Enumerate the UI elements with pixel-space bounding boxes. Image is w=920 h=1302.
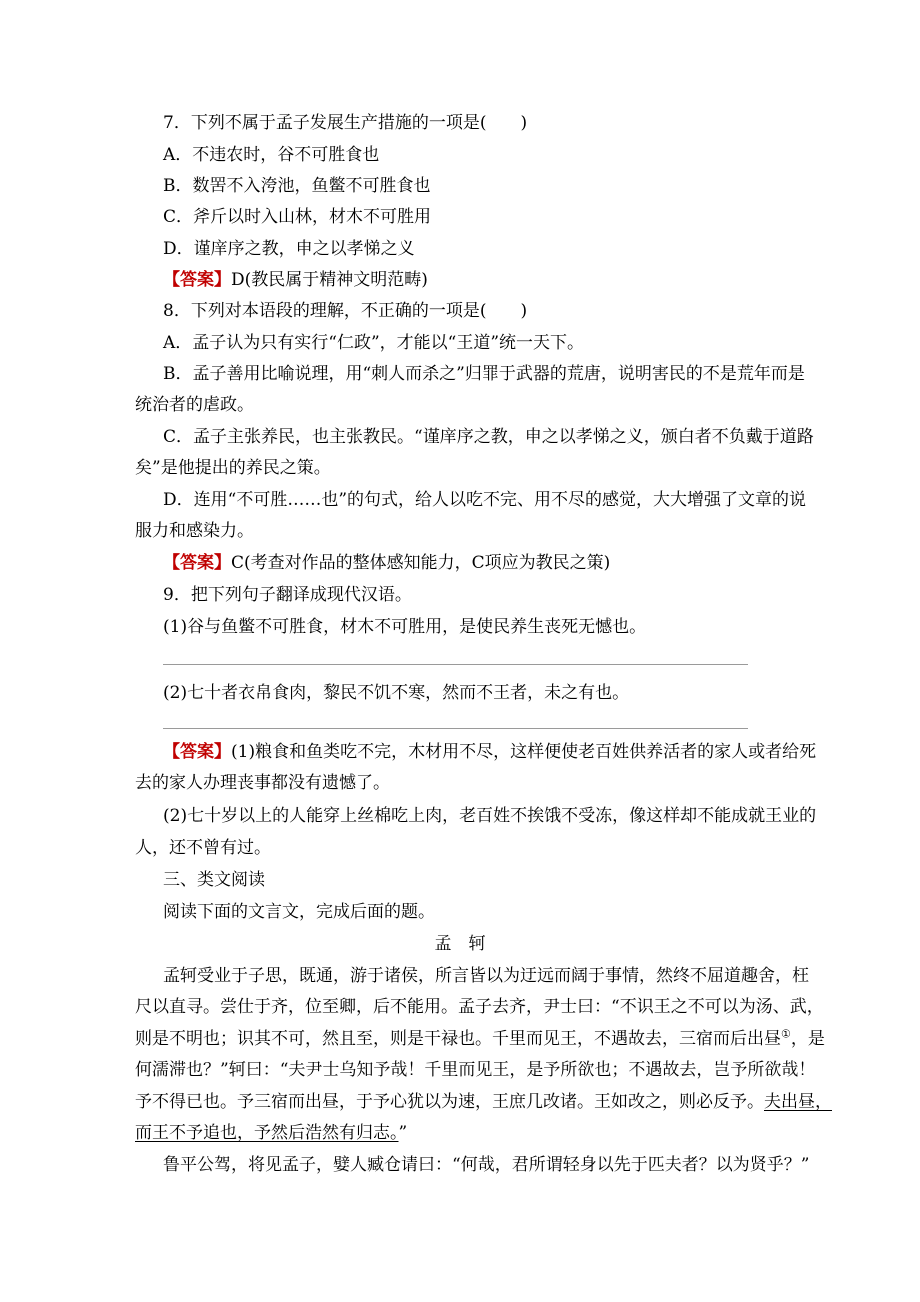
q8-option-d-line2: 服力和感染力。 <box>135 521 254 541</box>
underlined-sentence: 而王不予追也，予然后浩然有归志。 <box>135 1123 399 1143</box>
q8-stem: 8．下列对本语段的理解，不正确的一项是( ) <box>163 301 528 321</box>
answer-tag: 【答案】 <box>163 270 231 290</box>
q8-option-c-line1: C．孟子主张养民，也主张教民。“谨庠序之教，申之以孝悌之义，颁白者不负戴于道路 <box>163 427 814 447</box>
answer-blank-line <box>163 664 748 665</box>
passage-line-4: 何濡滞也？”轲曰：“夫尹士乌知予哉！千里而见王，是予所欲也；不遇故去，岂予所欲哉！ <box>135 1060 816 1080</box>
q7-stem: 7．下列不属于孟子发展生产措施的一项是( ) <box>163 113 528 133</box>
answer-tag: 【答案】 <box>163 553 231 573</box>
passage-title: 孟 轲 <box>434 934 486 954</box>
q9-sentence-1: (1)谷与鱼鳖不可胜食，材木不可胜用，是使民养生丧死无憾也。 <box>163 617 647 637</box>
section-instruction: 阅读下面的文言文，完成后面的题。 <box>163 902 435 922</box>
q9-answer-line3: (2)七十岁以上的人能穿上丝棉吃上肉，老百姓不挨饿不受冻，像这样却不能成就王业的 <box>163 806 817 826</box>
answer-text: C(考查对作品的整体感知能力，C项应为教民之策) <box>231 553 611 573</box>
passage-line-5 <box>0 1091 920 1113</box>
section-heading: 三、类文阅读 <box>163 870 265 890</box>
q8-answer <box>0 552 920 574</box>
q9-answer-line1 <box>0 741 920 763</box>
q7-option-a: A．不违农时，谷不可胜食也 <box>163 145 380 165</box>
answer-text: D(教民属于精神文明范畴) <box>231 270 428 290</box>
q8-option-b-line2: 统治者的虐政。 <box>135 395 254 415</box>
passage-line-7: 鲁平公驾，将见孟子，嬖人臧仓请曰：“何哉，君所谓轻身以先于匹夫者？以为贤乎？” <box>163 1155 810 1175</box>
q7-option-d: D．谨庠序之教，申之以孝悌之义 <box>163 239 415 259</box>
answer-text: (1)粮食和鱼类吃不完，木材用不尽，这样便使老百姓供养活者的家人或者给死 <box>231 742 817 762</box>
passage-text: 则是不明也；识其不可，然且至，则是干禄也。千里而见王，不遇故去，三宿而后出昼 <box>135 1029 781 1049</box>
q7-option-b: B．数罟不入洿池，鱼鳖不可胜食也 <box>163 176 431 196</box>
passage-line-1: 孟轲受业于子思，既通，游于诸侯，所言皆以为迂远而阔于事情，然终不屈道趣舍，枉 <box>163 966 809 986</box>
q9-stem: 9．把下列句子翻译成现代汉语。 <box>163 585 412 605</box>
q7-answer <box>0 269 920 291</box>
q8-option-a: A．孟子认为只有实行“仁政”，才能以“王道”统一天下。 <box>163 333 585 353</box>
q8-option-b-line1: B．孟子善用比喻说理，用“刺人而杀之”归罪于武器的荒唐，说明害民的不是荒年而是 <box>163 364 805 384</box>
q9-answer-line4: 人，还不曾有过。 <box>135 838 271 858</box>
passage-text: 予不得已也。予三宿而出昼，于予心犹以为速，王庶几改诸。王如改之，则必反予。 <box>135 1092 764 1112</box>
answer-blank-line <box>163 728 748 729</box>
q8-option-d-line1: D．连用“不可胜……也”的句式，给人以吃不完、用不尽的感觉，大大增强了文章的说 <box>163 490 807 510</box>
passage-line-3 <box>0 1028 920 1050</box>
passage-text: ，是 <box>790 1029 825 1049</box>
underlined-sentence: 夫出昼， <box>764 1092 832 1112</box>
q9-sentence-2: (2)七十者衣帛食肉，黎民不饥不寒，然而不王者，未之有也。 <box>163 683 630 703</box>
q9-answer-line2: 去的家人办理丧事都没有遗憾了。 <box>135 773 390 793</box>
passage-line-6 <box>0 1122 920 1144</box>
q8-option-c-line2: 矣”是他提出的养民之策。 <box>135 458 331 478</box>
q7-option-c: C．斧斤以时入山林，材木不可胜用 <box>163 207 432 227</box>
footnote-marker: ① <box>781 1027 791 1041</box>
answer-tag: 【答案】 <box>163 742 231 762</box>
passage-line-2: 尺以直寻。尝仕于齐，位至卿，后不能用。孟子去齐，尹士曰：“不识王之不可以为汤、武， <box>135 997 824 1017</box>
passage-text: ” <box>398 1123 408 1143</box>
